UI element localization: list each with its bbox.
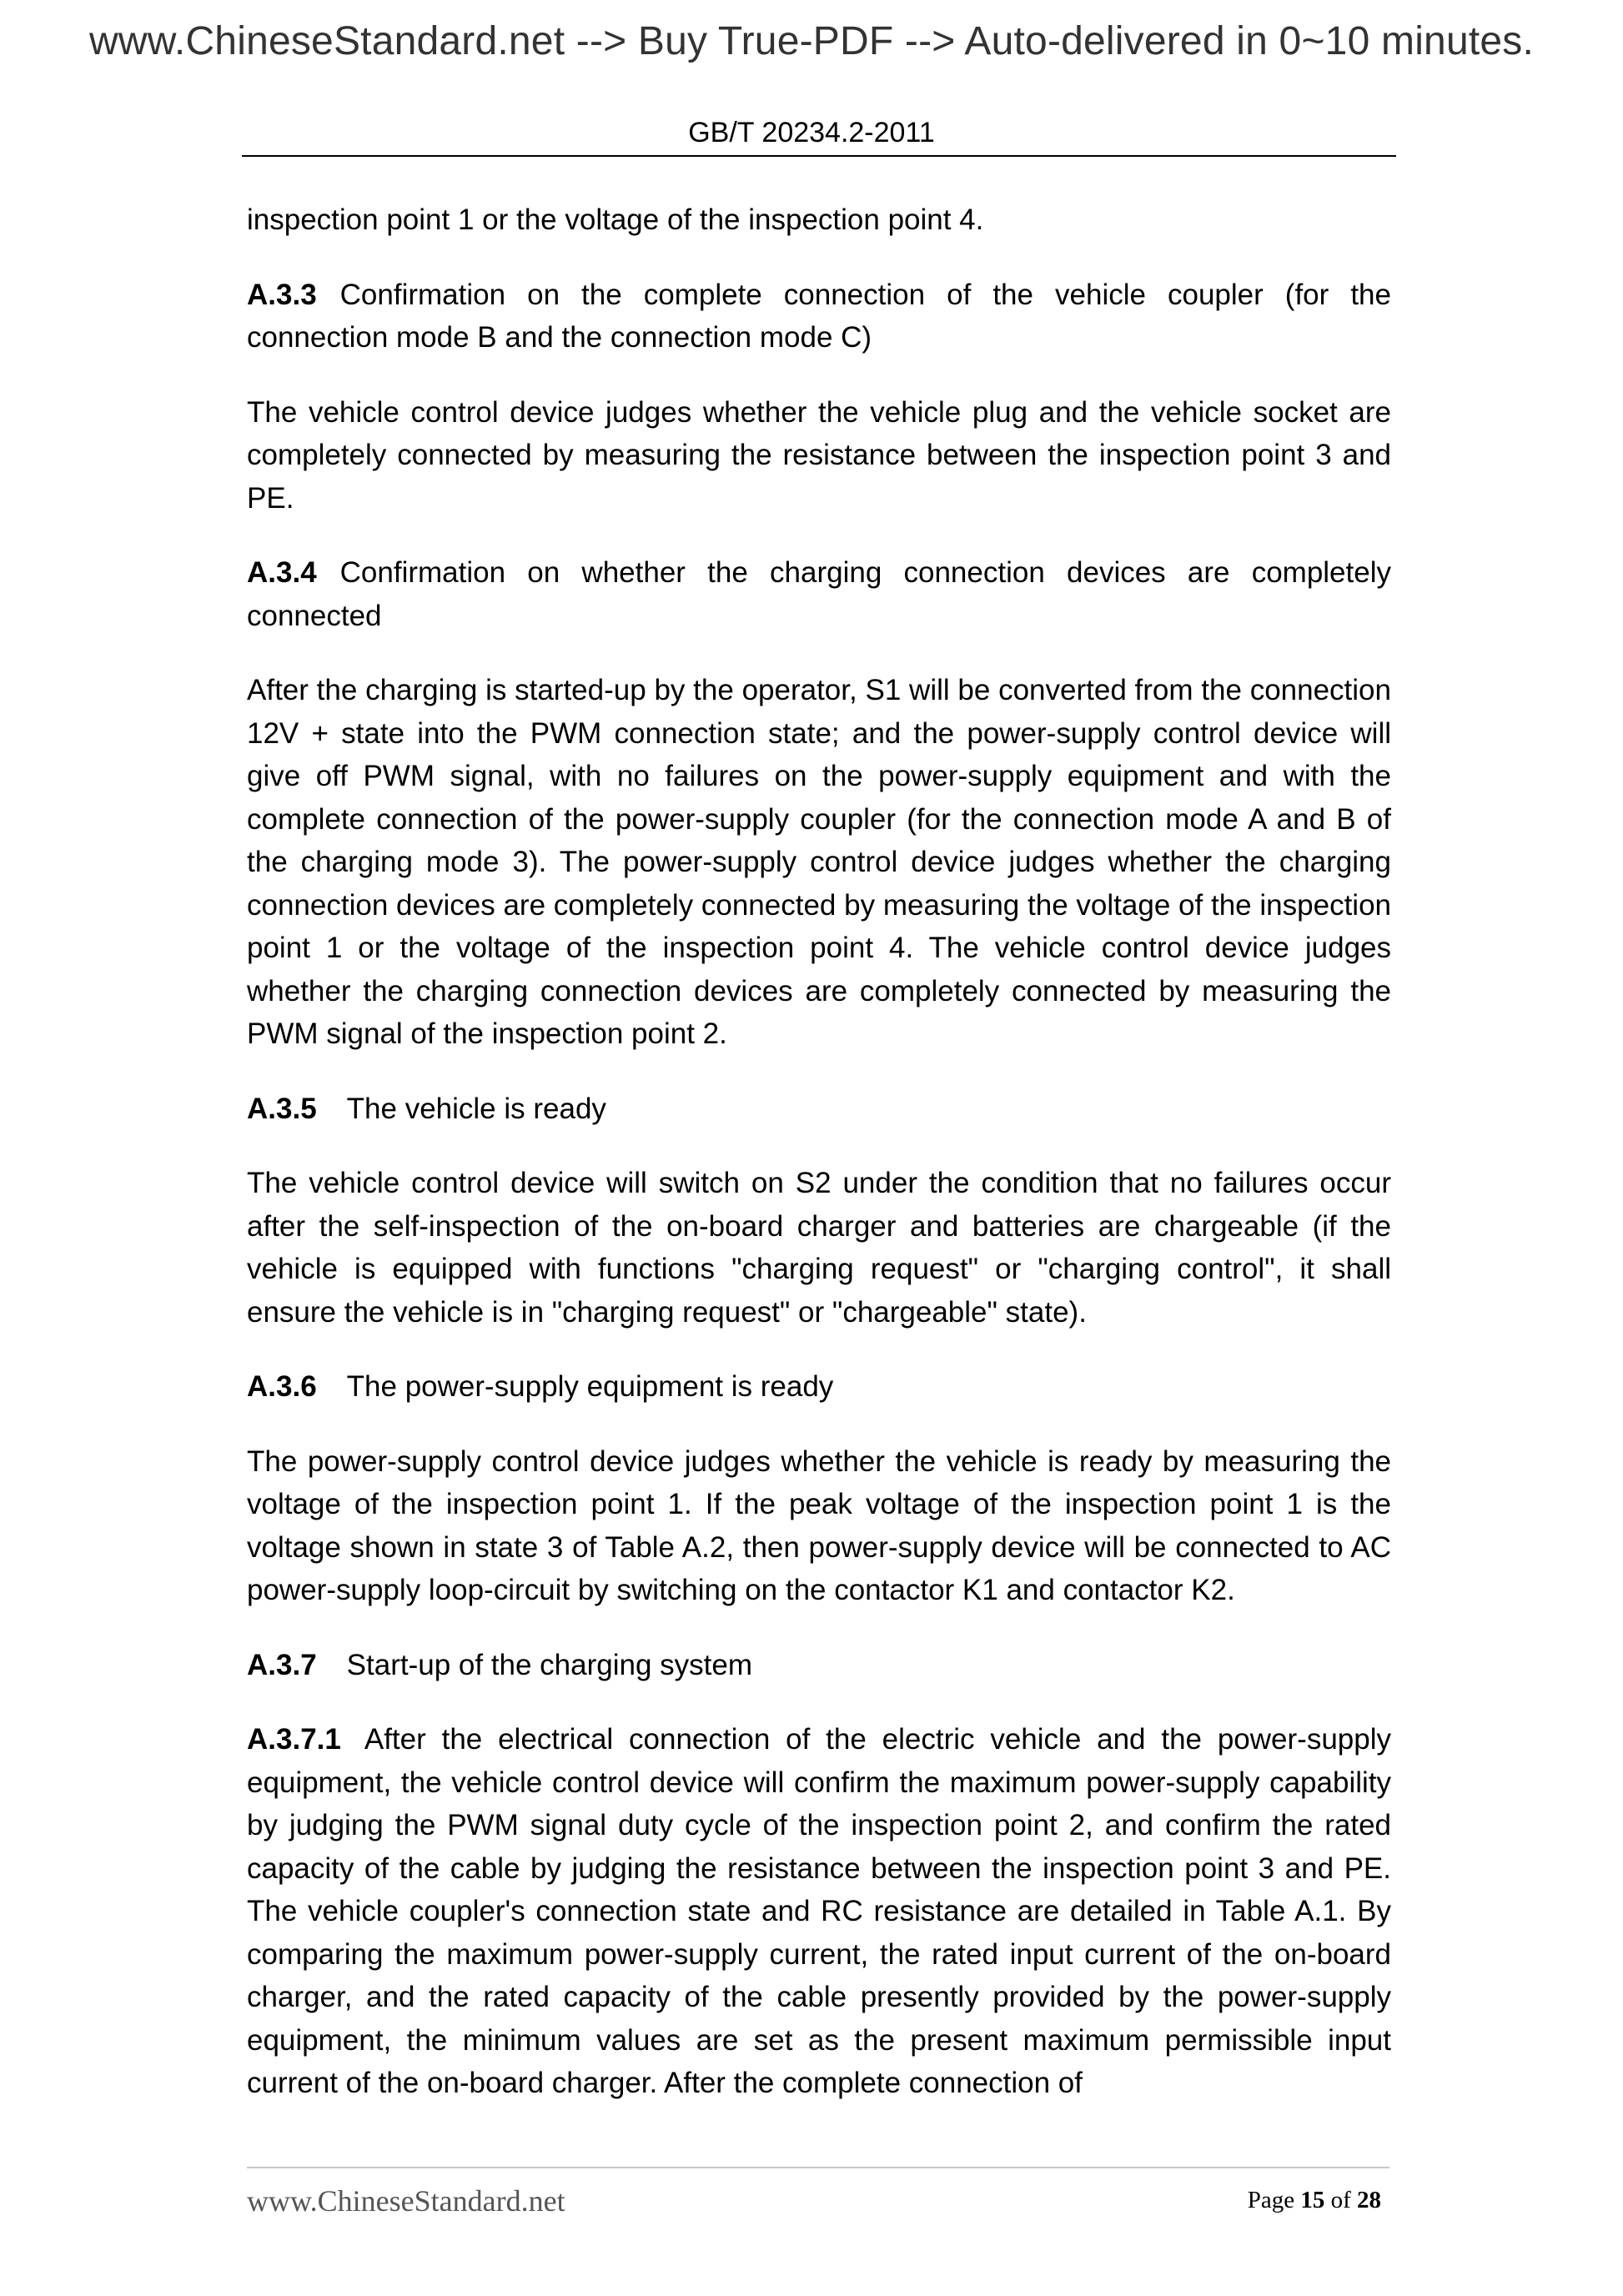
section-text: After the electrical connection of the electric vehicle and the power-supply equipment, the vehicle control device will confirm the maximum power-supply capability by judging the PWM signal duty cycle of the inspection point 2, and confirm the rated capacity of the cable by judging the resistance between the inspection point 3 and PE. The vehicle coupler's connection state and RC resistance are detailed in Table A.1. By comparing the maximum power-supply current, the rated input current of the on-board charger, and the rated capacity of the cable presently provided by the power-supply equipment, the minimum values are set as the present maximum permissible input current of the on-board charger. After the complete connection of: [247, 1723, 1391, 2099]
section-title: The power-supply equipment is ready: [346, 1370, 834, 1403]
of-label: of: [1330, 2187, 1351, 2213]
section-number: A.3.4: [247, 556, 317, 589]
section-number: A.3.7: [247, 1648, 317, 1681]
footer-divider: [247, 2167, 1389, 2168]
section-title: Confirmation on whether the charging connection devices are completely connected: [247, 556, 1391, 632]
section-number: A.3.5: [247, 1092, 317, 1125]
section-title: Start-up of the charging system: [346, 1648, 752, 1681]
page-body: [247, 198, 1391, 2137]
section-a35-paragraph: The vehicle control device will switch on S2 under the condition that no failures occur after the self-inspection of the on-board charger and batteries are chargeable (if the vehicle is equipped with functions "charging request" or "charging control", it shall ensure the vehicle is in "charging request" or "chargeable" state).: [247, 1167, 1391, 1329]
section-number: A.3.7.1: [247, 1723, 341, 1756]
intro-paragraph: inspection point 1 or the voltage of the inspection point 4.: [247, 203, 984, 236]
section-a371-paragraph: [247, 1718, 1391, 2105]
header-divider: [242, 155, 1396, 157]
section-a33-heading: [247, 274, 1391, 359]
section-a33-paragraph: The vehicle control device judges whether the vehicle plug and the vehicle socket are completely connected by measuring the resistance between the inspection point 3 and PE.: [247, 395, 1391, 515]
section-title: The vehicle is ready: [346, 1092, 606, 1125]
page-counter: [1248, 2187, 1381, 2214]
top-banner-link[interactable]: www.ChineseStandard.net --> Buy True-PDF --> Auto-delivered in 0~10 minutes.: [88, 19, 1535, 63]
section-a36-heading: [247, 1365, 1391, 1409]
section-number: A.3.3: [247, 278, 317, 311]
section-a34-heading: [247, 551, 1391, 637]
section-a37-heading: [247, 1644, 1391, 1687]
page-number: 15: [1300, 2187, 1325, 2213]
section-title: Confirmation on the complete connection of the vehicle coupler (for the connection mode B and the connection mode C): [247, 278, 1391, 354]
section-a35-heading: [247, 1088, 1391, 1131]
section-number: A.3.6: [247, 1370, 317, 1403]
page-label: Page: [1247, 2187, 1295, 2213]
section-a36-paragraph: The power-supply control device judges whether the vehicle is ready by measuring the voltage of the inspection point 1. If the peak voltage of the inspection point 1 is the voltage shown in state 3 of Table A.2, then power-supply device will be connected to AC power-supply loop-circuit by switching on the contactor K1 and contactor K2.: [247, 1444, 1391, 1606]
document-id: GB/T 20234.2-2011: [688, 117, 935, 148]
page-total: 28: [1357, 2187, 1381, 2213]
footer-site-link[interactable]: www.ChineseStandard.net: [247, 2184, 565, 2218]
section-a34-paragraph: After the charging is started-up by the operator, S1 will be converted from the connection 12V + state into the PWM connection state; and the power-supply control device will give off PWM signal, with no failures on the power-supply equipment and with the complete connection of the power-supply coupler (for the connection mode A and B of the charging mode 3). The power-supply control device judges whether the charging connection devices are completely connected by measuring the voltage of the inspection point 1 or the voltage of the inspection point 4. The vehicle control device judges whether the charging connection devices are completely connected by measuring the PWM signal of the inspection point 2.: [247, 674, 1391, 1050]
